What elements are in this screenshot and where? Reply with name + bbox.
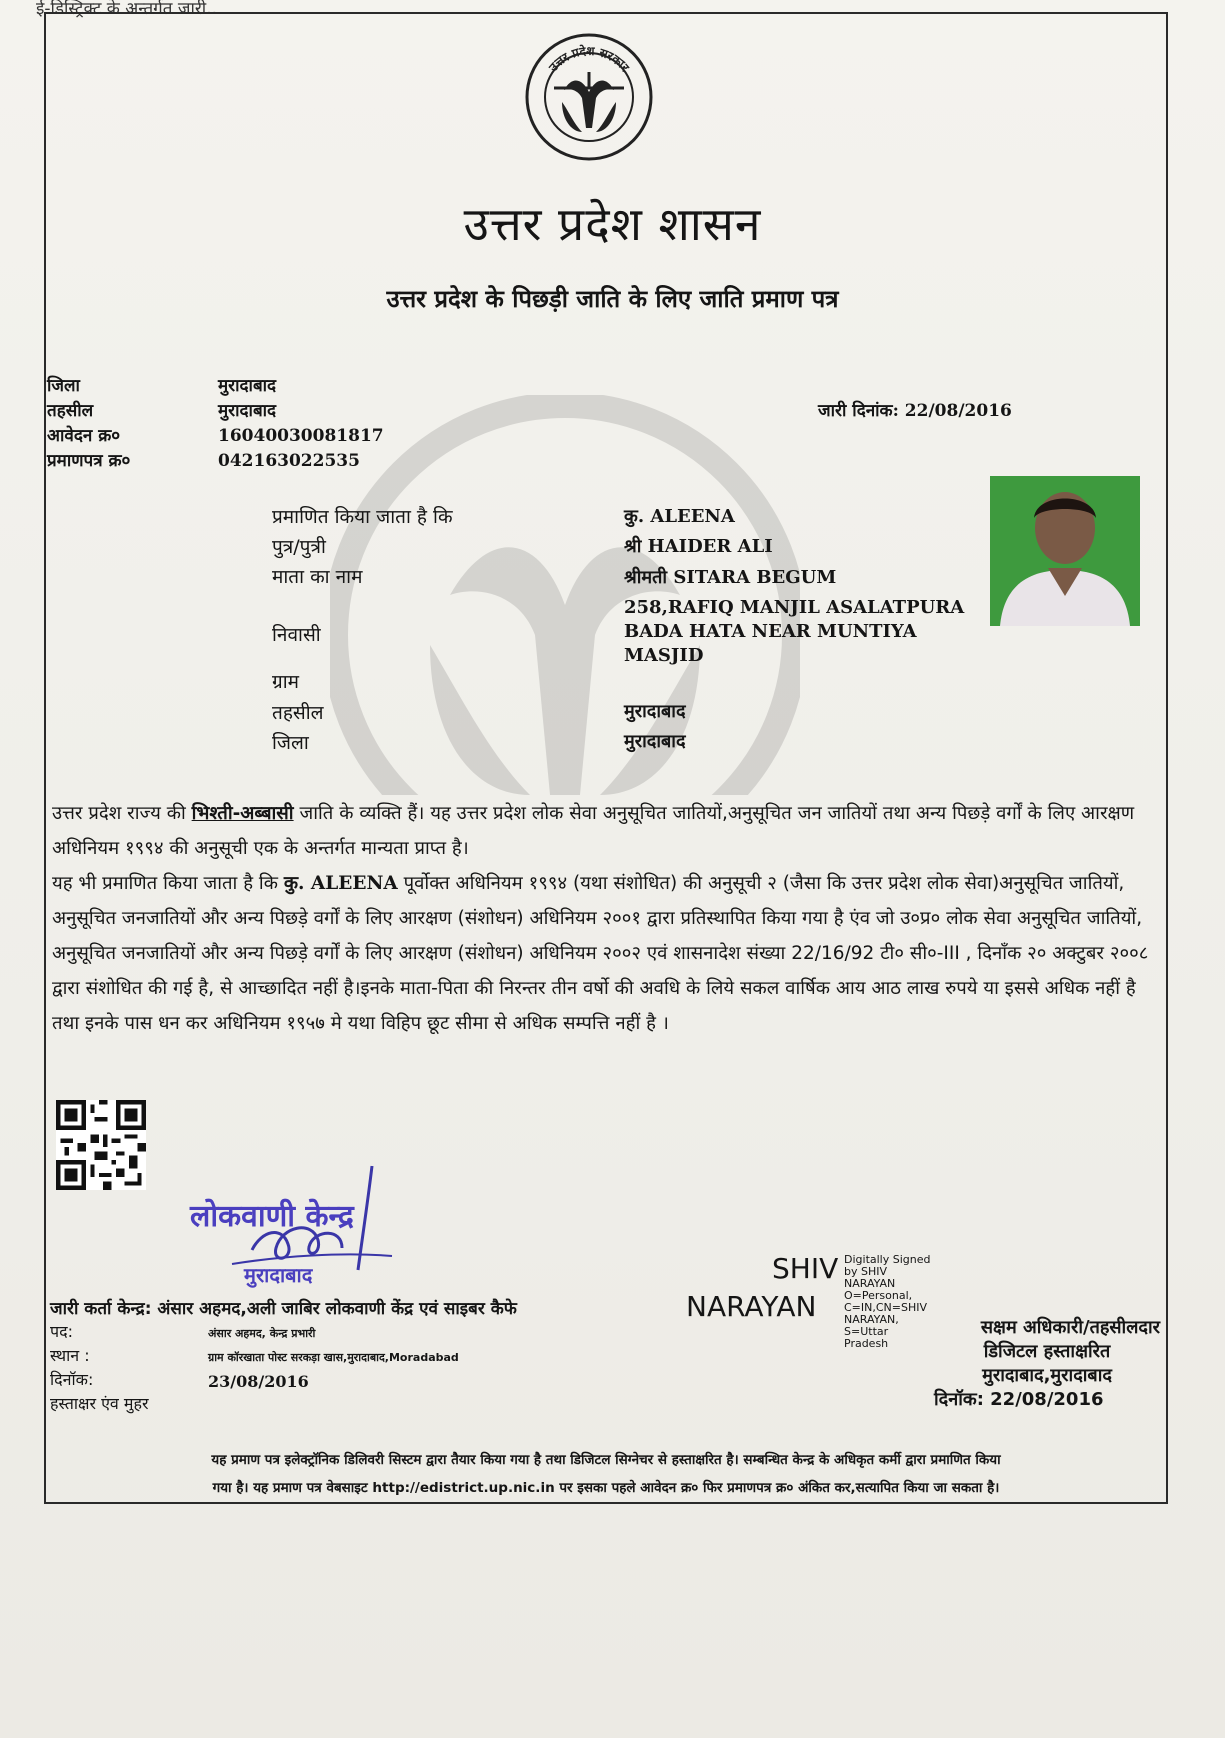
mother-name-value: श्रीमती SITARA BEGUM bbox=[624, 567, 837, 588]
body-text: पूर्वोक्त अधिनियम १९९४ (यथा संशोधित) की अनुसूची २ (जैसा कि उत्तर प्रदेश लोक सेवा)अनुसूचित जातियों, अनुसूचित जनजातियों और अन्य पिछड़े वर्गों के लिए आरक्षण (संशोधन) अधिनियम २००१ द्वारा प्रतिस्थापित किया गया है एंव जो उ०प्र० लोक सेवा अनुसूचित जातियों, अनुसूचित जनजातियों और अन्य पिछड़े वर्गों के लिए आरक्षण (संशोधन) अधिनियम २००२ एवं शासनादेश संख्या 22/16/92 टी० सी०-III , दिनाँक २० अक्टुबर २००८ द्वारा संशोधित की गई है, से आच्छादित नहीं है।इनके माता-पिता की निरन्तर तीन वर्षो की अवधि के लिये सकल वार्षिक आय आठ लाख रुपये या इससे अधिक नहीं है तथा इनके पास धन कर अधिनियम १९५७ मे यथा विहिप छूट सीमा से अधिक सम्पत्ति नहीं है । bbox=[52, 873, 1149, 1034]
child-of-value: श्री HAIDER ALI bbox=[624, 536, 773, 557]
meta-labels bbox=[47, 374, 130, 474]
field-tehsil-label: तहसील bbox=[272, 702, 324, 724]
district-label: जिला bbox=[47, 376, 80, 396]
body-text: जाति के व्यक्ति हैं। यह उत्तर प्रदेश लोक सेवा अनुसूचित जातियों,अनुसूचित जन जातियों तथा अन्य पिछड़े वर्गों के लिए आरक्षण अधिनियम १९९४ की अनुसूची एक के अन्तर्गत मान्यता प्राप्त है। bbox=[52, 803, 1135, 859]
resident-label: निवासी bbox=[272, 624, 321, 646]
paragraph-certification bbox=[52, 866, 1162, 1041]
meta-values bbox=[218, 374, 384, 474]
issuer-centre bbox=[50, 1296, 517, 1319]
address-line: BADA HATA NEAR MUNTIYA bbox=[624, 621, 917, 642]
sign-detail-line: S=Uttar bbox=[844, 1325, 889, 1338]
tehsil-value: मुरादाबाद bbox=[218, 401, 277, 421]
field-tehsil-value: मुरादाबाद bbox=[624, 701, 686, 722]
certificate-number-value: 042163022535 bbox=[218, 451, 360, 471]
field-district-label: जिला bbox=[272, 732, 309, 754]
application-number-label: आवेदन क्र० bbox=[47, 426, 121, 446]
sign-detail-line: NARAYAN, bbox=[844, 1313, 899, 1326]
issuer-centre-label: जारी कर्ता केन्द्र: bbox=[50, 1299, 152, 1319]
child-of-label: पुत्र/पुत्री bbox=[272, 536, 326, 558]
certificate-body bbox=[52, 796, 1162, 1041]
sign-detail-line: Digitally Signed bbox=[844, 1253, 931, 1266]
field-labels bbox=[272, 502, 453, 592]
applicant-photo bbox=[990, 476, 1140, 626]
post-value: अंसार अहमद, केन्द्र प्रभारी bbox=[208, 1327, 316, 1340]
competent-officer-block bbox=[934, 1316, 1160, 1412]
sign-detail-line: C=IN,CN=SHIV bbox=[844, 1301, 928, 1314]
document-subtitle: उत्तर प्रदेश के पिछड़ी जाति के लिए जाति प्रमाण पत्र bbox=[386, 285, 839, 313]
header-note: ई-डिस्ट्रिक्ट के अन्तर्गत जारी.. bbox=[36, 0, 218, 19]
sign-detail-line: by SHIV bbox=[844, 1265, 888, 1278]
officer-location: मुरादाबाद,मुरादाबाद bbox=[982, 1365, 1112, 1386]
certificate-number-label: प्रमाणपत्र क्र० bbox=[47, 451, 131, 471]
certified-label: प्रमाणित किया जाता है कि bbox=[272, 506, 453, 528]
digital-sign-name-1: SHIV bbox=[772, 1252, 839, 1285]
qr-code-icon bbox=[56, 1100, 146, 1190]
post-label: पद: bbox=[50, 1322, 73, 1341]
sign-detail-line: O=Personal, bbox=[844, 1289, 913, 1302]
verification-footer bbox=[56, 1446, 1156, 1502]
officer-digital-signed: डिजिटल हस्ताक्षरित bbox=[983, 1341, 1111, 1362]
district-value: मुरादाबाद bbox=[218, 376, 277, 396]
village-label: ग्राम bbox=[272, 671, 299, 693]
digital-sign-details bbox=[844, 1254, 930, 1350]
certified-name-inline: कु. ALEENA bbox=[283, 873, 398, 894]
person-photo-icon bbox=[990, 476, 1140, 626]
issuer-date-label: दिनॉक: bbox=[50, 1370, 94, 1389]
emblem-watermark-icon bbox=[330, 395, 800, 795]
sign-detail-line: Pradesh bbox=[844, 1337, 889, 1350]
place-label: स्थान : bbox=[50, 1346, 90, 1365]
tehsil-label: तहसील bbox=[47, 401, 94, 421]
address-line: MASJID bbox=[624, 645, 704, 666]
sign-detail-line: NARAYAN bbox=[844, 1277, 896, 1290]
application-number-value: 16040030081817 bbox=[218, 426, 384, 446]
issue-date: जारी दिनांक: 22/08/2016 bbox=[818, 401, 1012, 421]
mother-name-label: माता का नाम bbox=[272, 566, 363, 588]
sign-seal-label: हस्ताक्षर एंव मुहर bbox=[50, 1394, 149, 1413]
paragraph-caste bbox=[52, 796, 1162, 866]
stamp-line: मुरादाबाद bbox=[244, 1263, 313, 1287]
body-text: यह भी प्रमाणित किया जाता है कि bbox=[52, 873, 284, 894]
field-district-value: मुरादाबाद bbox=[624, 731, 686, 752]
officer-date: दिनॉक: 22/08/2016 bbox=[934, 1389, 1104, 1410]
caste-name: भिश्ती-अब्बासी bbox=[191, 803, 294, 824]
handwritten-signature-icon bbox=[192, 1160, 432, 1300]
footer-line: यह प्रमाण पत्र इलेक्ट्रॉनिक डिलिवरी सिस्टम द्वारा तैयार किया गया है तथा डिजिटल सिग्नेचर से हस्ताक्षरित है। सम्बन्धित केन्द्र के अधिकृत कर्मी द्वारा प्रमाणित किया bbox=[211, 1452, 1001, 1468]
issuer-centre-value: अंसार अहमद,अली जाबिर लोकवाणी केंद्र एवं साइबर कैफे bbox=[157, 1299, 517, 1319]
issuer-labels bbox=[50, 1320, 149, 1416]
document-title: उत्तर प्रदेश शासन bbox=[463, 197, 762, 251]
footer-line: गया है। यह प्रमाण पत्र वेबसाइट http://edistrict.up.nic.in पर इसका पहले आवेदन क्र० फिर प्रमाणपत्र क्र० अंकित कर,सत्यापित किया जा सकता है। bbox=[212, 1480, 1000, 1496]
stamp-line: लोकवाणी केन्द्र bbox=[190, 1199, 354, 1234]
certified-name: कु. ALEENA bbox=[624, 506, 735, 527]
up-government-emblem-icon bbox=[524, 32, 654, 162]
place-value: ग्राम कॉरखाता पोस्ट सरकड़ा खास,मुरादाबाद,Moradabad bbox=[208, 1351, 459, 1364]
svg-text:उत्तर प्रदेश सरकार: उत्तर प्रदेश सरकार bbox=[546, 43, 632, 75]
officer-title: सक्षम अधिकारी/तहसीलदार bbox=[980, 1317, 1160, 1338]
issuer-date-value: 23/08/2016 bbox=[208, 1372, 309, 1391]
address-line: 258,RAFIQ MANJIL ASALATPURA bbox=[624, 597, 965, 618]
digital-sign-name-2: NARAYAN bbox=[686, 1290, 817, 1323]
body-text: उत्तर प्रदेश राज्य की bbox=[52, 803, 192, 824]
resident-address bbox=[624, 596, 964, 668]
